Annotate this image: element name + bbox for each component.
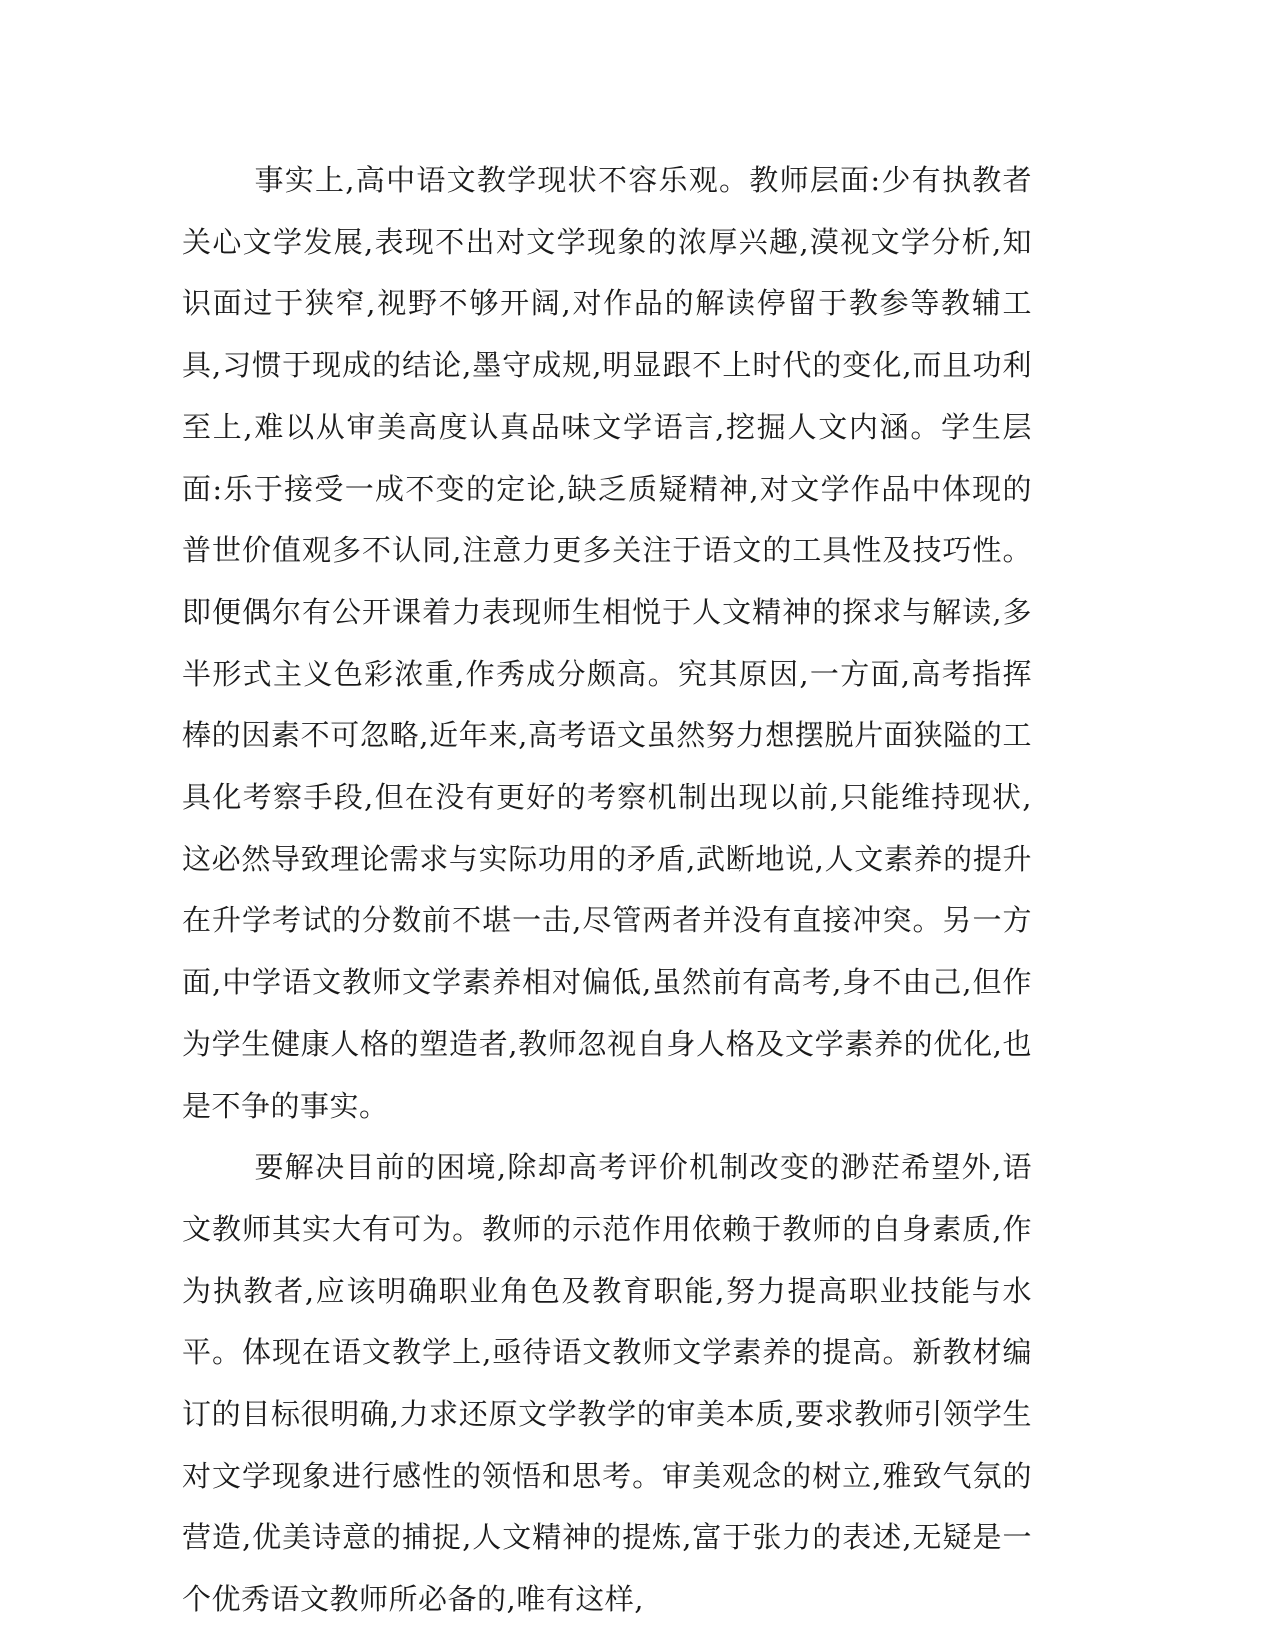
body-paragraph-2: 要解决目前的困境,除却高考评价机制改变的渺茫希望外,语文教师其实大有可为。教师的示范作用依赖于教师的自身素质,作为执教者,应该明确职业角色及教育职能,努力提高职业技能与水平。体现在语文教学上,亟待语文教师文学素养的提高。新教材编订的目标很明确,力求还原文学教学的审美本质,要求教师引领学生对文学现象进行感性的领悟和思考。审美观念的树立,雅致气氛的营造,优美诗意的捕捉,人文精神的提炼,富于张力的表述,无疑是一个优秀语文教师所必备的,唯有这样,	[182, 1150, 1032, 1617]
document-page	[182, 150, 1032, 1631]
body-paragraph-1: 事实上,高中语文教学现状不容乐观。教师层面:少有执教者关心文学发展,表现不出对文学现象的浓厚兴趣,漠视文学分析,知识面过于狭窄,视野不够开阔,对作品的解读停留于教参等教辅工具,习惯于现成的结论,墨守成规,明显跟不上时代的变化,而且功利至上,难以从审美高度认真品味文学语言,挖掘人文内涵。学生层面:乐于接受一成不变的定论,缺乏质疑精神,对文学作品中体现的普世价值观多不认同,注意力更多关注于语文的工具性及技巧性。即便偶尔有公开课着力表现师生相悦于人文精神的探求与解读,多半形式主义色彩浓重,作秀成分颇高。究其原因,一方面,高考指挥棒的因素不可忽略,近年来,高考语文虽然努力想摆脱片面狭隘的工具化考察手段,但在没有更好的考察机制出现以前,只能维持现状,这必然导致理论需求与实际功用的矛盾,武断地说,人文素养的提升在升学考试的分数前不堪一击,尽管两者并没有直接冲突。另一方面,中学语文教师文学素养相对偏低,虽然前有高考,身不由己,但作为学生健康人格的塑造者,教师忽视自身人格及文学素养的优化,也是不争的事实。	[182, 163, 1032, 1123]
